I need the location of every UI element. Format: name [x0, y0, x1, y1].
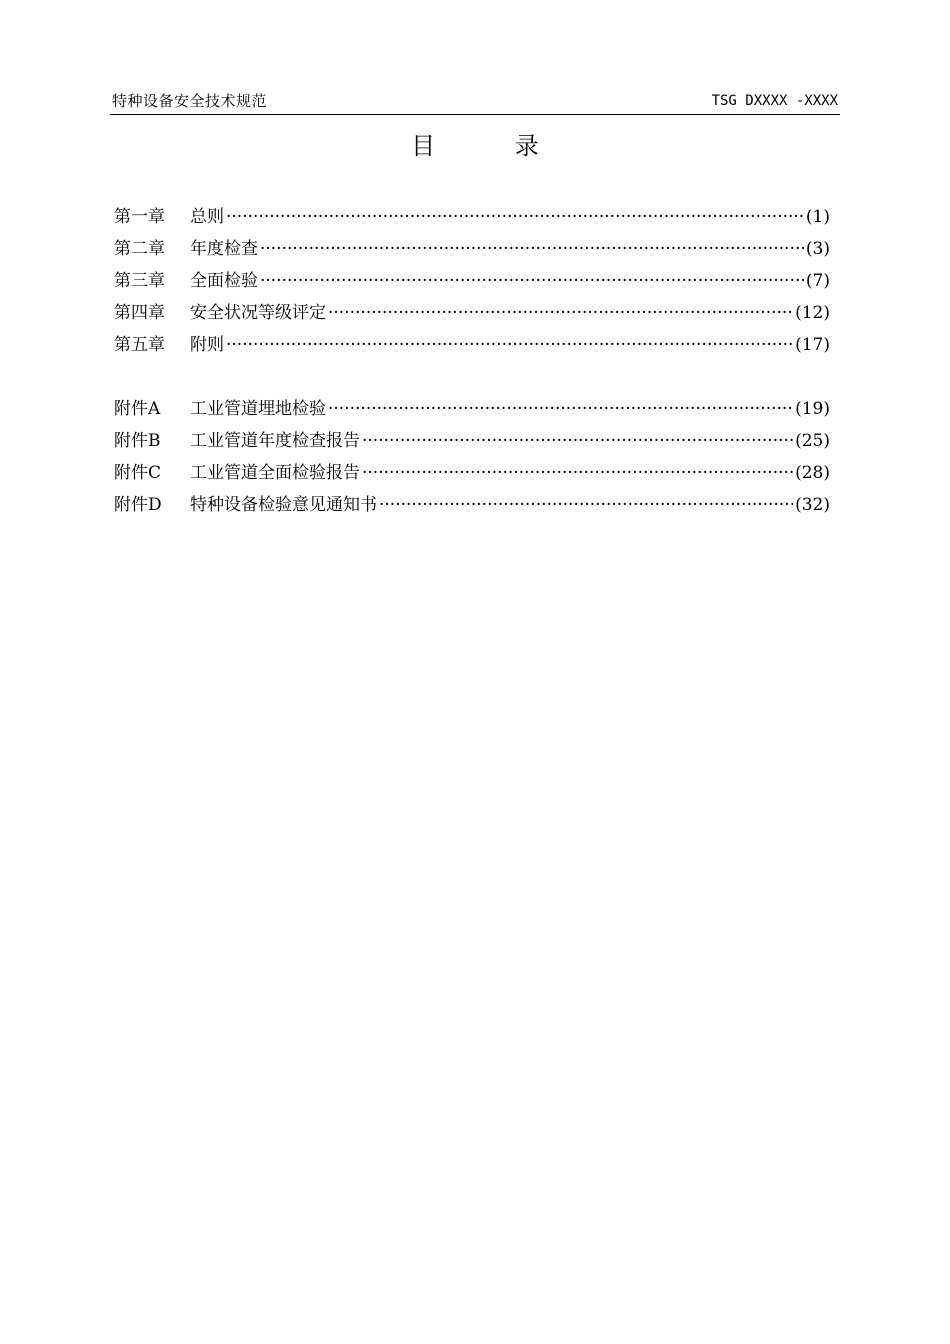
toc-leader-dots	[362, 459, 793, 487]
toc-entry-title: 工业管道全面检验报告	[190, 463, 360, 483]
toc-entry-appendix-c[interactable]	[114, 459, 830, 491]
toc-entry-label: 第一章	[114, 207, 165, 227]
toc-entry-label: 第四章	[114, 303, 165, 323]
toc-entry-appendix-d[interactable]	[114, 491, 830, 523]
toc-entry-title: 工业管道埋地检验	[190, 399, 326, 419]
toc-entry-chapter-1[interactable]	[114, 203, 830, 235]
toc-entry-label: 附件B	[114, 431, 161, 451]
toc-entry-title: 工业管道年度检查报告	[190, 431, 360, 451]
toc-appendices	[114, 395, 830, 523]
toc-entry-label: 附件D	[114, 495, 162, 515]
toc-entry-page: (19)	[795, 399, 830, 419]
toc-entry-chapter-2[interactable]	[114, 235, 830, 267]
toc-leader-dots	[328, 395, 793, 423]
toc-entry-chapter-3[interactable]	[114, 267, 830, 299]
toc-entry-chapter-5[interactable]	[114, 331, 830, 363]
toc-entry-label: 附件A	[114, 399, 161, 419]
toc-leader-dots	[226, 203, 804, 231]
toc-entry-page: (25)	[795, 431, 830, 451]
toc-entry-title: 安全状况等级评定	[190, 303, 326, 323]
toc-entry-title: 特种设备检验意见通知书	[190, 495, 377, 515]
toc-entry-title: 年度检查	[190, 239, 258, 259]
toc-entry-label: 第二章	[114, 239, 165, 259]
header-document-type: 特种设备安全技术规范	[112, 92, 268, 110]
toc-entry-label: 第三章	[114, 271, 165, 291]
toc-entry-page: (28)	[795, 463, 830, 483]
page-title: 目 录	[411, 132, 575, 160]
toc-entry-label: 附件C	[114, 463, 162, 483]
header-standard-code: TSG DXXXX -XXXX	[711, 93, 838, 109]
toc-entry-chapter-4[interactable]	[114, 299, 830, 331]
table-of-contents	[114, 203, 830, 523]
toc-entry-page: (3)	[805, 239, 830, 259]
toc-leader-dots	[362, 427, 793, 455]
toc-entry-appendix-b[interactable]	[114, 427, 830, 459]
toc-chapters	[114, 203, 830, 363]
toc-entry-title: 全面检验	[190, 271, 258, 291]
toc-entry-page: (12)	[795, 303, 830, 323]
toc-leader-dots	[260, 235, 804, 263]
toc-leader-dots	[328, 299, 793, 327]
toc-entry-page: (32)	[795, 495, 830, 515]
toc-entry-title: 附则	[190, 335, 224, 355]
toc-leader-dots	[226, 331, 793, 359]
toc-entry-appendix-a[interactable]	[114, 395, 830, 427]
toc-entry-page: (7)	[805, 271, 830, 291]
toc-entry-page: (17)	[795, 335, 830, 355]
page-header	[110, 92, 840, 115]
toc-leader-dots	[260, 267, 804, 295]
toc-entry-label: 第五章	[114, 335, 165, 355]
toc-entry-page: (1)	[805, 207, 830, 227]
toc-entry-title: 总则	[190, 207, 224, 227]
toc-leader-dots	[379, 491, 793, 519]
